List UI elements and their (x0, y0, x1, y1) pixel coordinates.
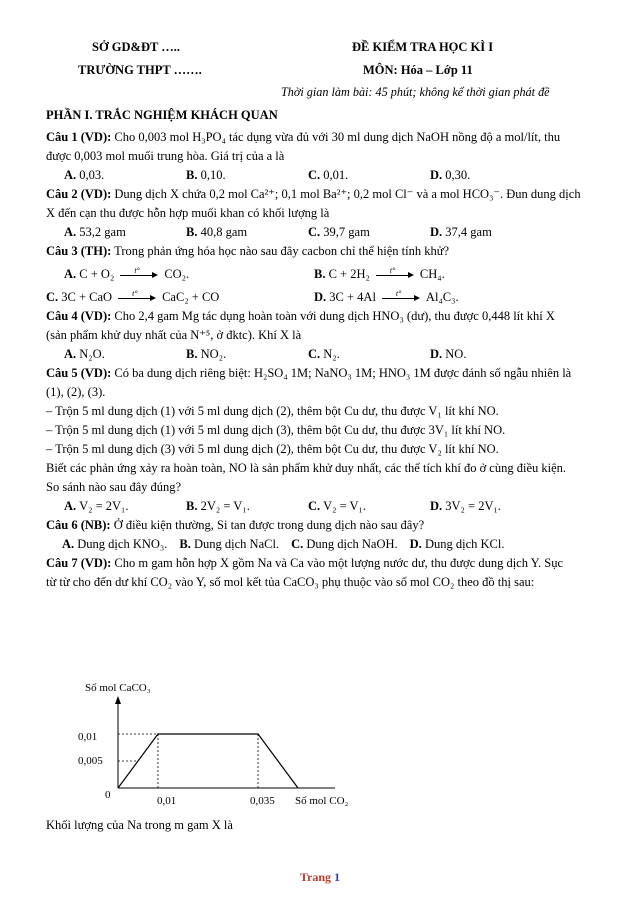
header-school: TRƯỜNG THPT ……. (78, 63, 202, 77)
caco3-co2-chart (80, 680, 380, 810)
question-7 (46, 554, 596, 592)
option-a[interactable]: A. 0,03. (64, 168, 105, 182)
option-d[interactable]: D. 3V₂ = 2V₁. (430, 499, 501, 513)
option-c[interactable]: C. Dung dịch NaOH. (291, 537, 398, 551)
question-label: Câu 4 (VD): (46, 309, 112, 323)
question-1 (46, 128, 596, 166)
question-text: Có ba dung dịch riêng biệt: H₂SO₄ 1M; NaNO₃ 1M; HNO₃ 1M được đánh số ngẫu nhiên là (111, 366, 572, 380)
question-3 (46, 242, 596, 261)
option-c[interactable]: C. V₂ = V₁. (308, 499, 367, 513)
questions (46, 128, 596, 592)
reaction-arrow-icon: t° (118, 293, 156, 303)
option-b[interactable]: B. 2V₂ = V₁. (186, 499, 250, 513)
question-label: Câu 7 (VD): (46, 556, 112, 570)
reaction-arrow-icon: t° (120, 270, 158, 280)
header-time-note: Thời gian làm bài: 45 phút; không kể thời gian phát đề (281, 85, 550, 99)
reaction-arrow-icon: t° (382, 293, 420, 303)
question-text: (1), (2), (3). (46, 385, 106, 399)
option-d[interactable]: D. Dung dịch KCl. (409, 537, 505, 551)
question-text: (sản phẩm khử duy nhất của N⁺⁵, ở đktc). Khí X là (46, 328, 302, 342)
y-tick-label: 0,005 (78, 755, 103, 767)
question-text: X đến cạn thu được hỗn hợp muối khan có khối lượng là (46, 206, 330, 220)
y-tick-label: 0,01 (78, 731, 98, 743)
option-c[interactable]: C. 39,7 gam (308, 225, 370, 239)
x-tick-label: 0,01 (157, 795, 177, 807)
question-text: được 0,003 mol muối trung hòa. Giá trị của a là (46, 149, 285, 163)
footer-word: Trang (299, 870, 332, 884)
question-1-options (46, 166, 596, 185)
option-b[interactable]: B. C + 2H₂ t° CH₄. (314, 266, 445, 281)
question-3-options-row1 (46, 265, 596, 284)
question-bullet: – Trộn 5 ml dung dịch (3) với 5 ml dung dịch (2), thêm bột Cu dư, thu được V₂ lít khí NO. (46, 442, 499, 456)
page-number: 1 (334, 870, 341, 884)
option-b[interactable]: B. NO₂. (186, 347, 227, 361)
question-2-options (46, 223, 596, 242)
question-4 (46, 307, 596, 345)
x-axis-label: Số mol CO₂ (295, 795, 349, 807)
question-text: So sánh nào sau đây đúng? (46, 480, 182, 494)
option-c[interactable]: C. N₂. (308, 347, 340, 361)
question-label: Câu 2 (VD): (46, 187, 112, 201)
question-3-options-row2 (46, 288, 596, 307)
option-a[interactable]: A. C + O₂ t° CO₂. (64, 266, 190, 281)
question-label: Câu 3 (TH): (46, 244, 112, 258)
question-bullet: – Trộn 5 ml dung dịch (1) với 5 ml dung dịch (3), thêm bột Cu dư, thu được 3V₁ lít khí NO. (46, 423, 506, 437)
question-label: Câu 1 (VD): (46, 130, 112, 144)
option-c[interactable]: C. 0,01. (308, 168, 349, 182)
page-footer (0, 870, 640, 885)
option-b[interactable]: B. 0,10. (186, 168, 226, 182)
header-department: SỞ GD&ĐT ….. (92, 40, 180, 54)
section-title: PHẦN I. TRẮC NGHIỆM KHÁCH QUAN (46, 108, 278, 122)
option-c[interactable]: C. 3C + CaO t° CaC₂ + CO (46, 289, 220, 304)
question-5-options (46, 497, 596, 516)
chart-guides (118, 734, 258, 788)
option-a[interactable]: A. Dung dịch KNO₃. (62, 537, 168, 551)
question-7-tail: Khối lượng của Na trong m gam X là (46, 818, 233, 832)
x-tick-label: 0,035 (250, 795, 275, 807)
option-d[interactable]: D. 37,4 gam (430, 225, 492, 239)
option-a[interactable]: A. N₂O. (64, 347, 105, 361)
question-bullet: – Trộn 5 ml dung dịch (1) với 5 ml dung dịch (2), thêm bột Cu dư, thu được V₁ lít khí NO. (46, 404, 499, 418)
question-6 (46, 516, 596, 535)
question-text: Biết các phản ứng xảy ra hoàn toàn, NO là sản phẩm khử duy nhất, các thể tích khí đo ở cùng điều kiện. (46, 461, 567, 475)
origin-label: 0 (105, 789, 111, 801)
option-a[interactable]: A. 53,2 gam (64, 225, 126, 239)
question-text: từ từ cho đến dư khí CO₂ vào Y, số mol kết tủa CaCO₃ phụ thuộc vào số mol CO₂ theo đồ thị sau: (46, 575, 535, 589)
question-4-options (46, 345, 596, 364)
option-b[interactable]: B. Dung dịch NaCl. (179, 537, 280, 551)
question-text: Cho 0,003 mol H₃PO₄ tác dụng vừa đủ với 30 ml dung dịch NaOH nồng độ a mol/lít, thu (111, 130, 561, 144)
header-exam-title: ĐỀ KIỂM TRA HỌC KÌ I (352, 40, 494, 54)
option-d[interactable]: D. 0,30. (430, 168, 471, 182)
option-d[interactable]: D. 3C + 4Al t° Al₄C₃. (314, 289, 459, 304)
y-axis-arrow-icon (115, 696, 121, 704)
question-text: Ở điều kiện thường, Si tan được trong dung dịch nào sau đây? (110, 518, 425, 532)
option-d[interactable]: D. NO. (430, 347, 467, 361)
question-text: Dung dịch X chứa 0,2 mol Ca²⁺; 0,1 mol Ba²⁺; 0,2 mol Cl⁻ và a mol HCO₃⁻. Đun dung dịch (111, 187, 581, 201)
question-2 (46, 185, 596, 223)
question-5 (46, 364, 596, 497)
option-b[interactable]: B. 40,8 gam (186, 225, 248, 239)
question-6-options (46, 535, 596, 554)
question-text: Cho m gam hỗn hợp X gồm Na và Ca vào một lượng nước dư, thu được dung dịch Y. Sục (111, 556, 564, 570)
question-label: Câu 6 (NB): (46, 518, 111, 532)
y-axis-label: Số mol CaCO₃ (85, 682, 151, 694)
reaction-arrow-icon: t° (376, 270, 414, 280)
question-text: Trong phản ứng hóa học nào sau đây cacbon chỉ thể hiện tính khử? (111, 244, 450, 258)
series-line (118, 734, 298, 788)
question-text: Cho 2,4 gam Mg tác dụng hoàn toàn với dung dịch HNO₃ (dư), thu được 0,448 lít khí X (111, 309, 555, 323)
header-subject: MÔN: Hóa – Lớp 11 (363, 63, 473, 77)
question-label: Câu 5 (VD): (46, 366, 112, 380)
option-a[interactable]: A. V₂ = 2V₁. (64, 499, 129, 513)
